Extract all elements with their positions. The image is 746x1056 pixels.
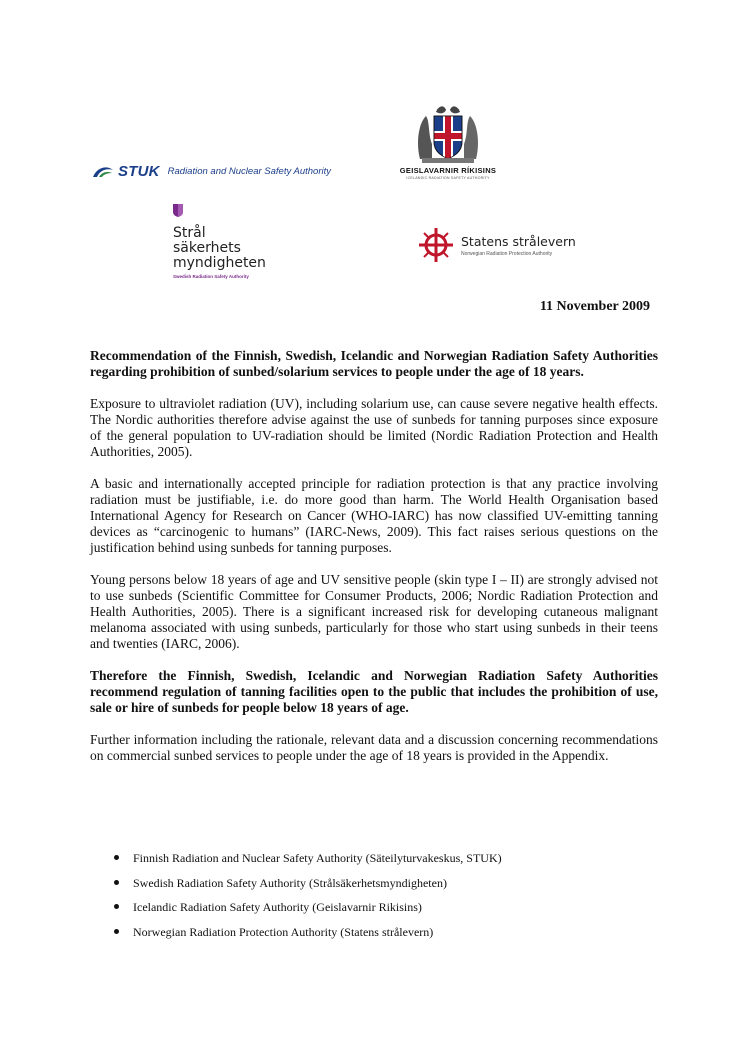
paragraph-recommendation: Therefore the Finnish, Swedish, Icelandic and Norwegian Radiation Safety Authorities recommend regulation of tanning facilities open to the public that includes the prohibition of use, sale or hire of sunbeds for people below 18 years of age.: [90, 668, 658, 715]
paragraph-justification: A basic and internationally accepted principle for radiation protection is that any practice involving radiation must be justifiable, i.e. do more good than harm. The World Health Organisation based International Agency for Research on Cancer (WHO-IARC) has now classified UV-emitting tanning devices as “carcinogenic to humans” (IARC-News, 2009). This fact raises serious questions on the justification behind using sunbeds for tanning purposes.: [90, 476, 658, 555]
nrpa-logo: [417, 226, 576, 264]
list-item: Norwegian Radiation Protection Authority (Statens strålevern): [114, 924, 502, 949]
ssm-shield-icon: [173, 204, 183, 217]
list-item: Finnish Radiation and Nuclear Safety Authority (Säteilyturvakeskus, STUK): [114, 850, 502, 875]
document-title: Recommendation of the Finnish, Swedish, Icelandic and Norwegian Radiation Safety Authorities regarding prohibition of sunbed/solarium services to people under the age of 18 years.: [90, 348, 658, 379]
stuk-swoosh-icon: [92, 165, 114, 179]
stuk-name: STUK: [118, 163, 160, 180]
paragraph-further-information: Further information including the rationale, relevant data and a discussion concerning recommendations on commercial sunbed services to people under the age of 18 years is provided in the Appendix.: [90, 732, 658, 763]
list-item: Icelandic Radiation Safety Authority (Geislavarnir Rikisins): [114, 899, 502, 924]
paragraph-uv-effects: Exposure to ultraviolet radiation (UV), including solarium use, can cause severe negative health effects. The Nordic authorities therefore advise against the use of sunbeds for tanning purposes since exposure of the general population to UV-radiation should be limited (Nordic Radiation Protection and Health Authorities, 2005).: [90, 396, 658, 459]
coat-of-arms-icon: [414, 104, 482, 164]
nrpa-subtitle: Norwegian Radiation Protection Authority: [461, 250, 553, 257]
stuk-logo: [92, 163, 331, 180]
nrpa-sun-cross-icon: [417, 226, 455, 264]
list-item: Swedish Radiation Safety Authority (Strålsäkerhetsmyndigheten): [114, 875, 502, 900]
nrpa-name: Statens strålevern: [461, 233, 576, 249]
icelandic-crest-logo: [384, 104, 512, 180]
paragraph-young-persons: Young persons below 18 years of age and UV sensitive people (skin type I – II) are strongly advised not to use sunbeds (Scientific Committee for Consumer Products, 2006; Nordic Radiation Protection and Health Authorities, 2005). There is a significant increased risk for developing cutaneous malignant melanoma associated with using sunbeds, particularly for those who start using sunbeds in their teens and twenties (IARC, 2006).: [90, 572, 658, 651]
authorities-list: [114, 850, 502, 948]
iceland-authority-subtitle: ICELANDIC RADIATION SAFETY AUTHORITY: [406, 176, 490, 180]
iceland-authority-name: GEISLAVARNIR RÍKISINS: [399, 166, 497, 175]
ssm-logo: [173, 204, 266, 279]
nrpa-text: [461, 234, 576, 257]
ssm-wordmark-line3: myndigheten: [173, 255, 266, 271]
stuk-tagline: Radiation and Nuclear Safety Authority: [167, 166, 331, 177]
document-body: [90, 348, 658, 780]
ssm-wordmark-line2: säkerhets: [173, 240, 241, 256]
document-date: 11 November 2009: [539, 299, 650, 314]
ssm-wordmark-line1: Strål: [173, 225, 206, 241]
ssm-tagline: Swedish Radiation Safety Authority: [173, 274, 249, 279]
